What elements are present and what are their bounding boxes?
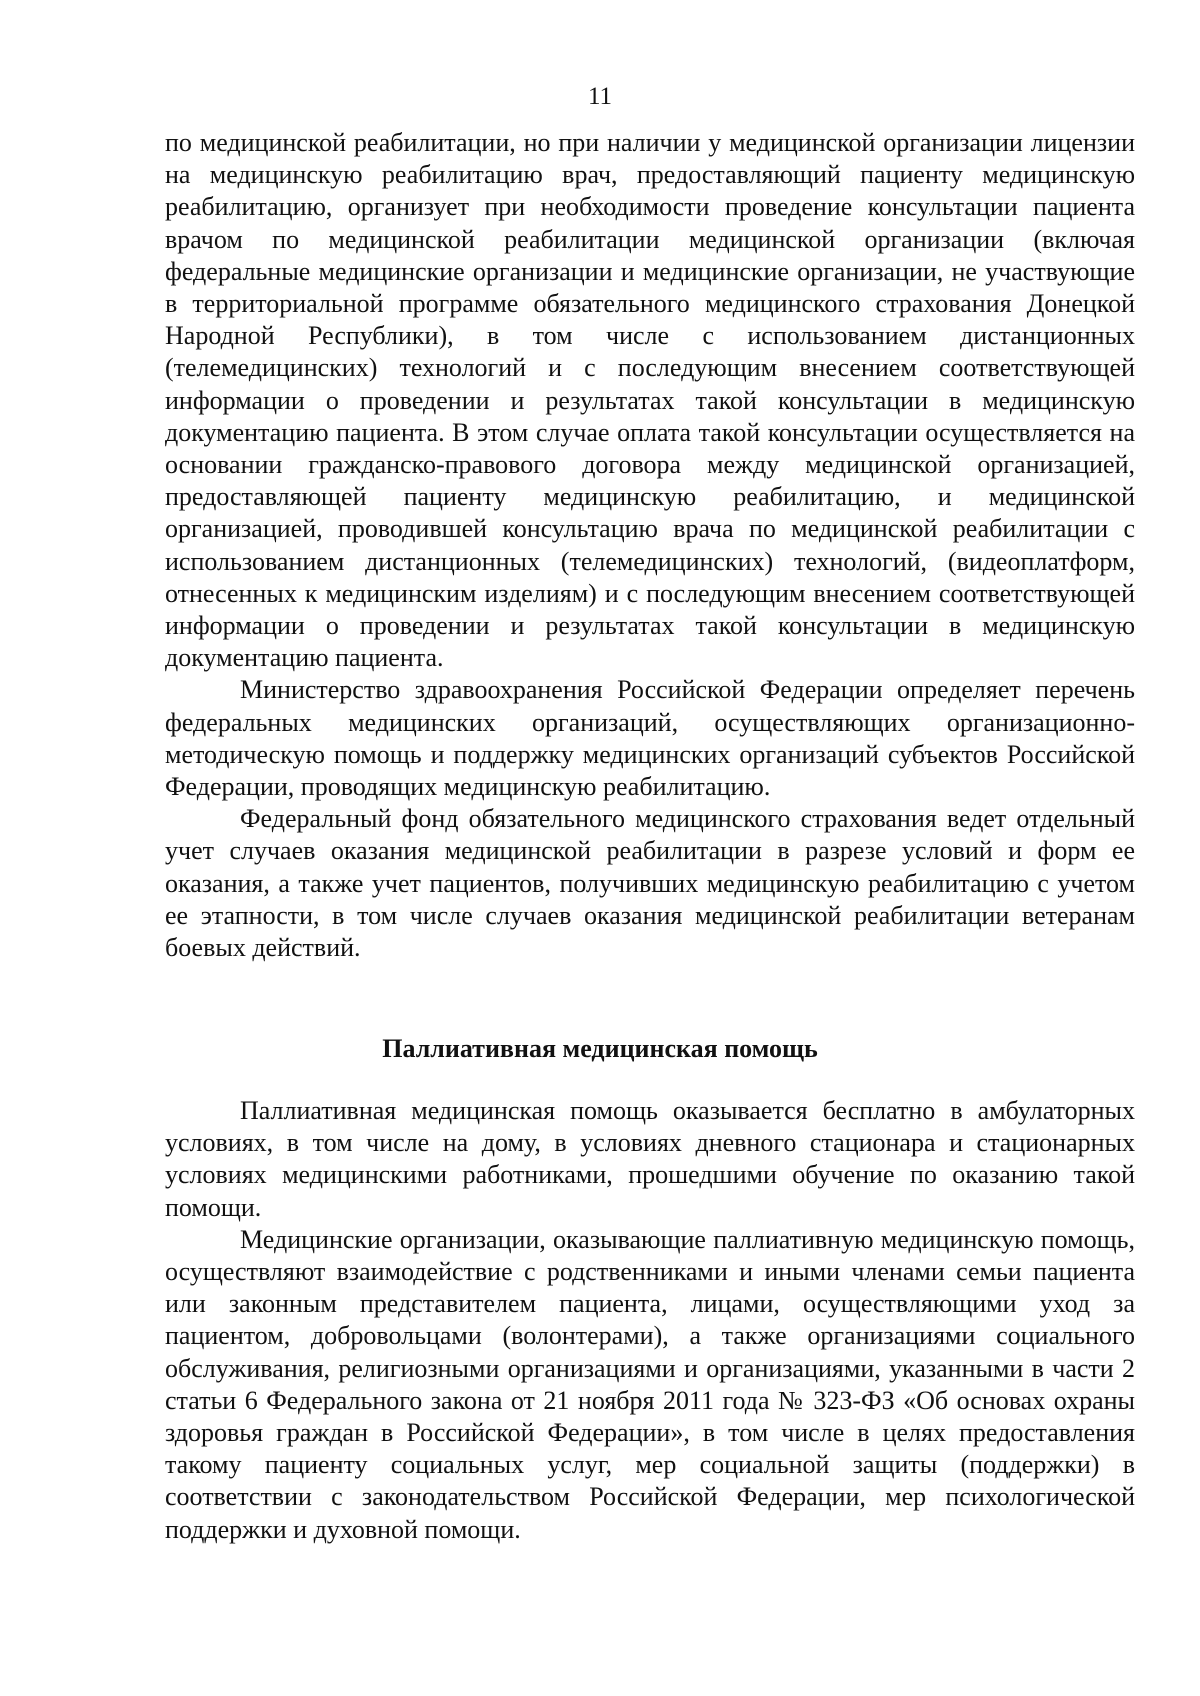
page-number: 11 bbox=[587, 83, 613, 110]
paragraph-palliative-cooperation: Медицинские организации, оказывающие паллиативную медицинскую помощь, осуществляют взаимодействие с родственниками и иными членами семьи пациента или законным представителем пациента, лицами, осуществляющими уход за пациентом, добровольцами (волонтерами), а также организациями социального обслуживания, религиозными организациями и организациями, указанными в части 2 статьи 6 Федерального закона от 21 ноября 2011 года № 323-ФЗ «Об основах охраны здоровья граждан в Российской Федерации», в том числе в целях предоставления такому пациенту социальных услуг, мер социальной защиты (поддержки) в соответствии с законодательством Российской Федерации, мер психологической поддержки и духовной помощи. bbox=[165, 1224, 1135, 1544]
paragraph-oms-fund: Федеральный фонд обязательного медицинского страхования ведет отдельный учет случаев оказания медицинской реабилитации в разрезе условий и форм ее оказания, а также учет пациентов, получивших медицинскую реабилитацию с учетом ее этапности, в том числе случаев оказания медицинской реабилитации ветеранам боевых действий. bbox=[165, 804, 1135, 963]
paragraph-rehab-consultation: по медицинской реабилитации, но при наличии у медицинской организации лицензии на медицинскую реабилитацию врач, предоставляющий пациенту медицинскую реабилитацию, организует при необходимости проведение консультации пациента врачом по медицинской реабилитации медицинской организации (включая федеральные медицинские организации и медицинские организации, не участвующие в территориальной программе обязательного медицинского страхования Донецкой Народной Республики), в том числе с использованием дистанционных (телемедицинских) технологий и с последующим внесением соответствующей информации о проведении и результатах такой консультации в медицинскую документацию пациента. В этом случае оплата такой консультации осуществляется на основании гражданско-правового договора между медицинской организацией, предоставляющей пациенту медицинскую реабилитацию, и медицинской организацией, проводившей консультацию врача по медицинской реабилитации с использованием дистанционных (телемедицинских) технологий, (видеоплатформ, отнесенных к медицинским изделиям) и с последующим внесением соответствующей информации о проведении и результатах такой консультации в медицинскую документацию пациента. bbox=[165, 128, 1135, 673]
paragraph-ministry-list: Министерство здравоохранения Российской Федерации определяет перечень федеральных медицинских организаций, осуществляющих организационно-методическую помощь и поддержку медицинских организаций субъектов Российской Федерации, проводящих медицинскую реабилитацию. bbox=[165, 675, 1135, 802]
section-heading-palliative: Паллиативная медицинская помощь bbox=[382, 1034, 818, 1063]
paragraph-palliative-free: Паллиативная медицинская помощь оказывается бесплатно в амбулаторных условиях, в том числе на дому, в условиях дневного стационара и стационарных условиях медицинскими работниками, прошедшими обучение по оказанию такой помощи. bbox=[165, 1096, 1135, 1222]
text-block-top bbox=[165, 127, 1135, 964]
text-block-bottom bbox=[165, 1095, 1135, 1546]
